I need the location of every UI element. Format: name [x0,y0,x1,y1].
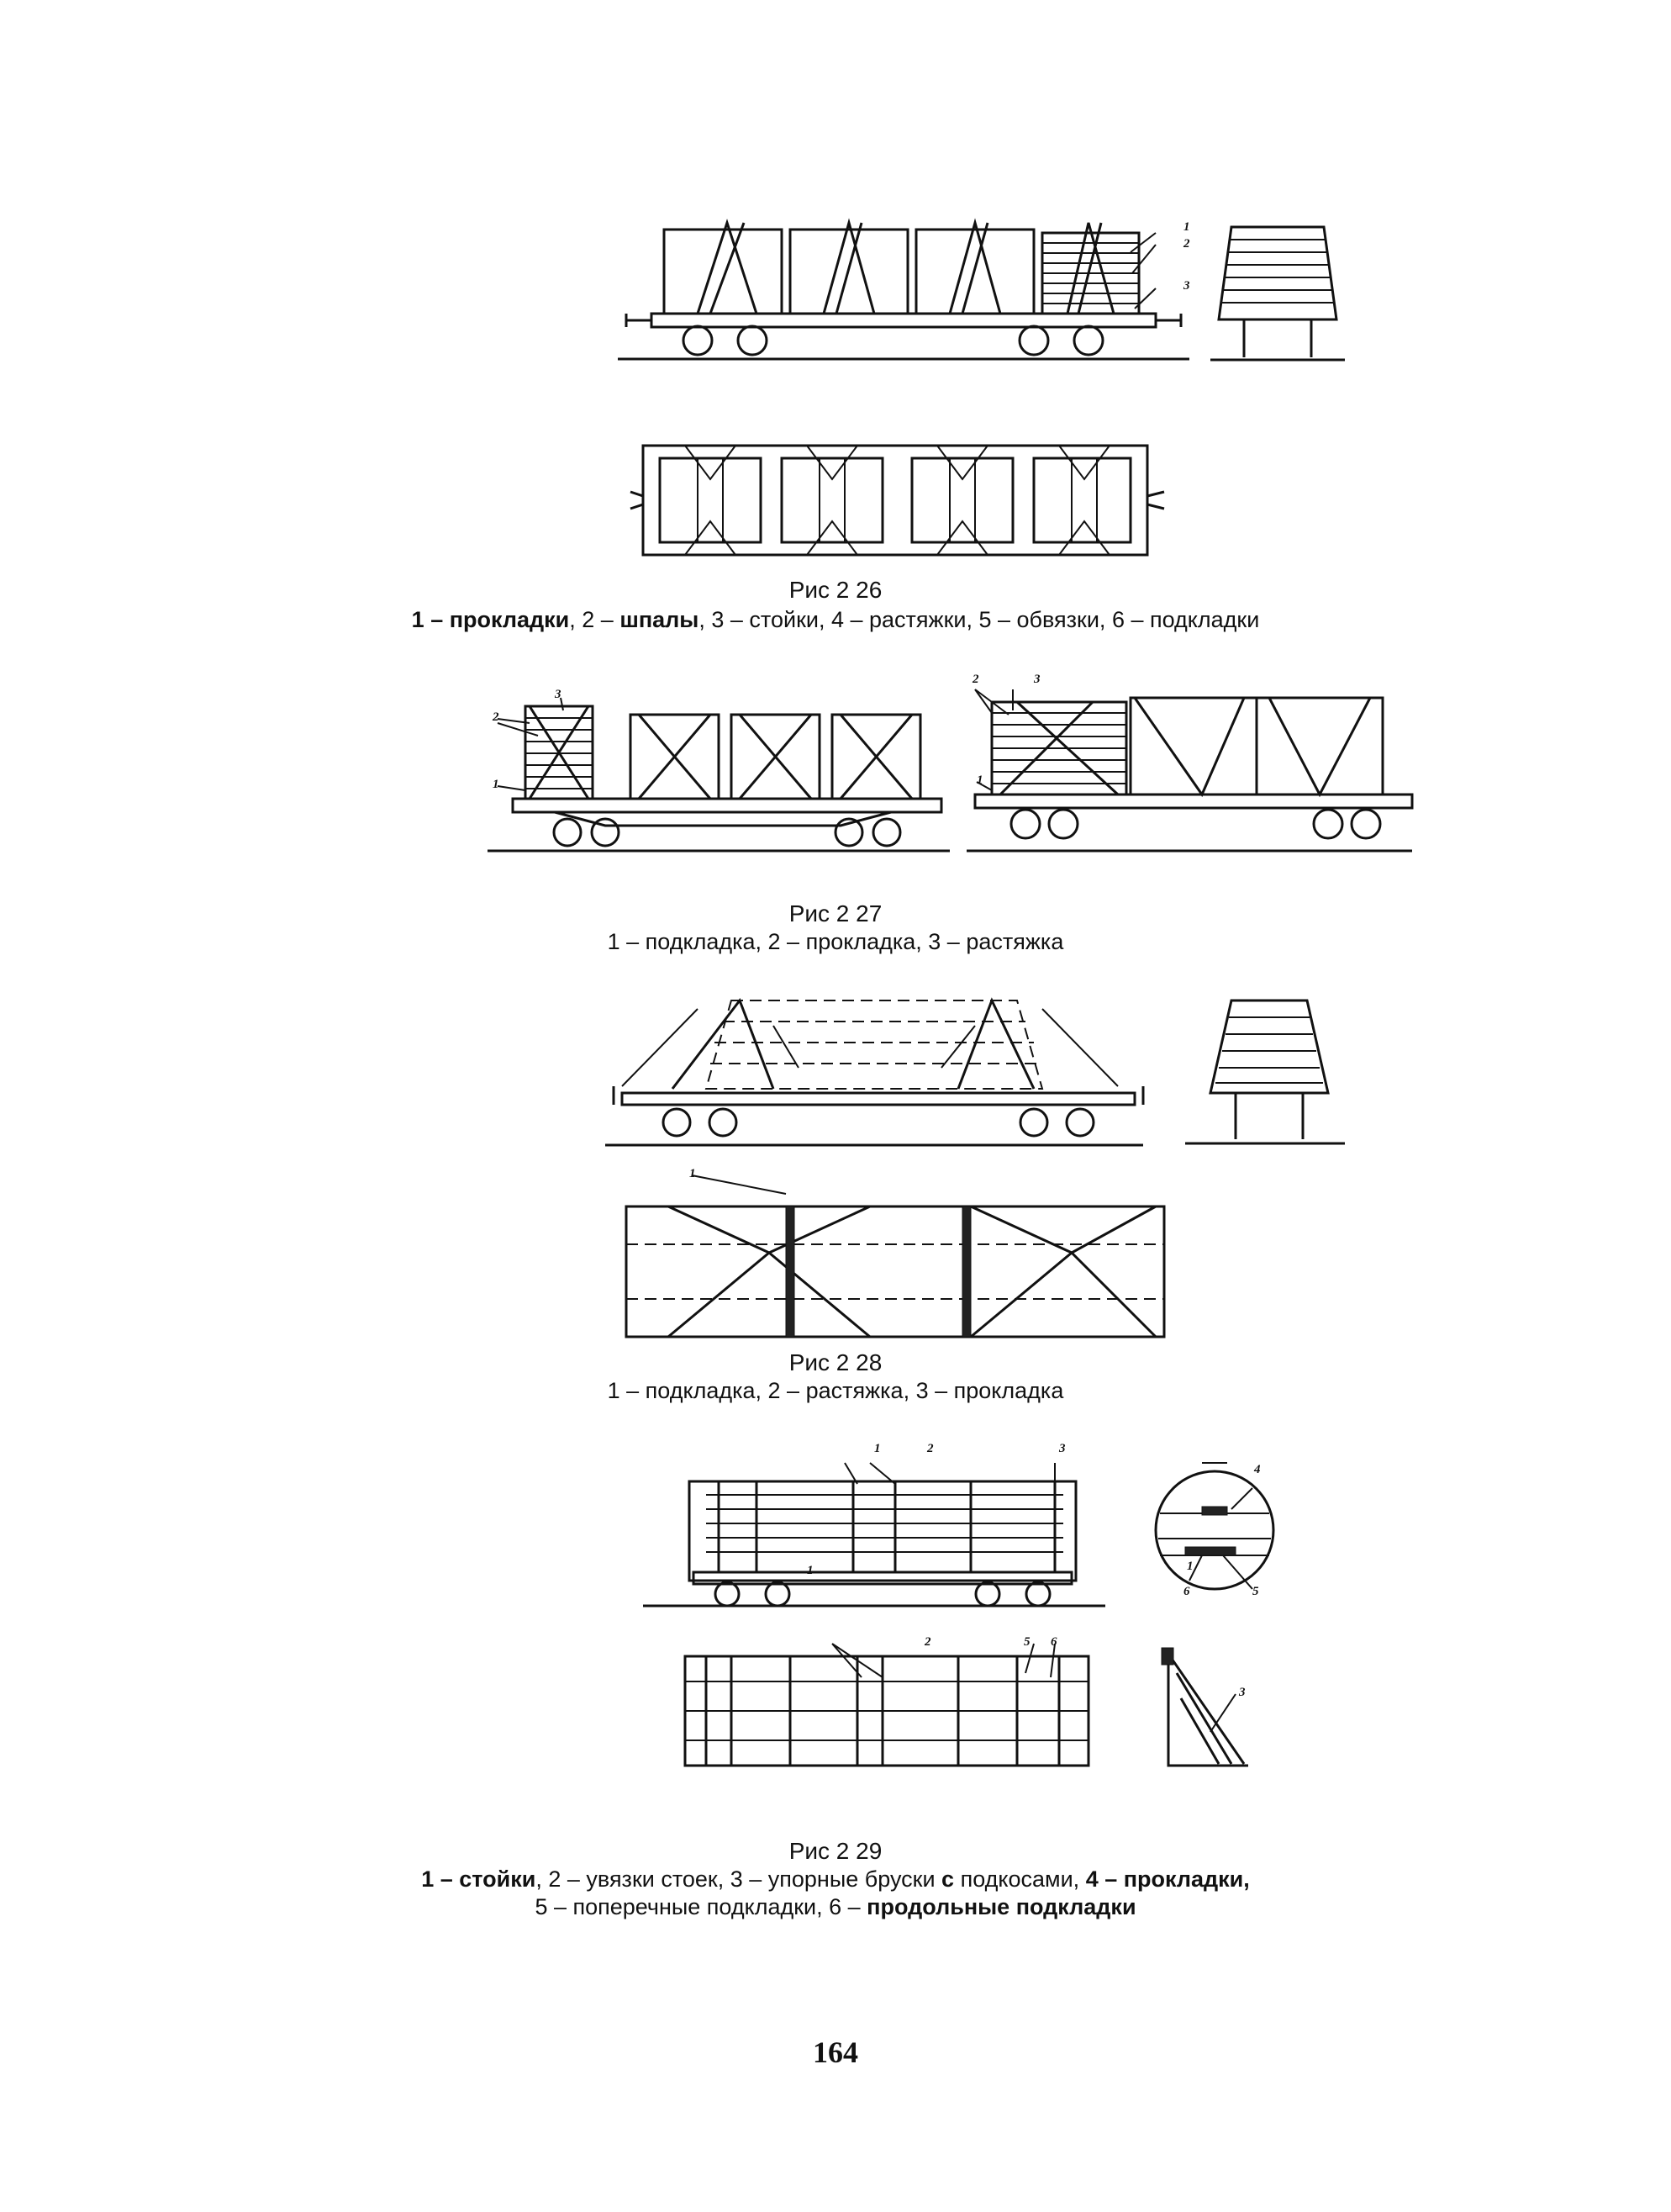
figure-2-29-plan-view [681,1639,1110,1774]
legend-text: 1 – [411,607,450,632]
figure-2-28-side-view [605,992,1152,1152]
legend-text: подкосами, [954,1866,1086,1892]
callout-label: 2 [927,1442,934,1455]
legend-text: 1 – [421,1866,460,1892]
figure-2-26-legend [0,606,1671,634]
callout-label: 3 [1059,1442,1066,1455]
figure-2-28-end-view [1185,992,1353,1152]
callout-label: 3 [1183,279,1190,293]
callout-label: 6 [1183,1585,1190,1598]
legend-line [0,1377,1671,1405]
figure-2-28-legend [0,1377,1671,1405]
figure-2-29-side-view [643,1446,1114,1614]
figure-2-28-title: Рис 2 28 [788,1349,883,1375]
legend-text: прокладки [449,607,570,632]
legend-text: продольные подкладки [867,1894,1136,1919]
callout-label: 1 [807,1564,814,1577]
figure-2-26-end-view [1210,219,1345,370]
callout-label: 3 [555,688,561,701]
legend-line [0,606,1671,634]
figure-2-26-plan-view [626,441,1181,559]
legend-line [0,928,1671,956]
callout-label: 5 [1024,1635,1031,1649]
callout-label: 1 [493,778,499,791]
legend-text: 1 – подкладка, 2 – прокладка, 3 – растяжка [607,929,1064,954]
callout-label: 1 [1187,1560,1194,1573]
legend-text: с [941,1866,955,1892]
callout-label: 5 [1252,1585,1259,1598]
callout-label: 1 [689,1167,696,1180]
legend-line [0,1893,1671,1921]
figure-2-26-side-view [618,214,1206,370]
figure-2-26-title: Рис 2 26 [788,577,883,603]
callout-label: 3 [1034,673,1041,686]
callout-label: 2 [493,710,499,724]
legend-text: стойки [459,1866,536,1892]
legend-line [0,1866,1671,1893]
callout-label: 1 [874,1442,881,1455]
legend-text: шпалы [619,607,699,632]
callout-label: 2 [1183,237,1190,251]
figure-2-27-right-wagon [967,673,1421,858]
legend-text: 4 – прокладки, [1085,1866,1250,1892]
legend-text: , 2 – увязки стоек, 3 – упорные бруски [535,1866,942,1892]
figure-2-28-plan-view [618,1160,1173,1345]
figure-2-29-legend [0,1866,1671,1921]
legend-text: 5 – поперечные подкладки, 6 – [535,1894,867,1919]
callout-label: 2 [973,673,979,686]
legend-text: , 3 – стойки, 4 – растяжки, 5 – обвязки, 6 – подкладки [698,607,1260,632]
figure-2-27-legend [0,928,1671,956]
callout-label: 1 [1183,220,1190,234]
figure-2-29-title: Рис 2 29 [788,1838,883,1864]
callout-label: 6 [1051,1635,1057,1649]
figure-2-27-title: Рис 2 27 [788,900,883,927]
page-number: 164 [813,2035,858,2069]
callout-label: 4 [1254,1463,1261,1476]
callout-label: 1 [977,773,983,787]
figure-2-29-detail-circle [1152,1446,1286,1614]
callout-label: 3 [1239,1686,1246,1699]
legend-text: , 2 – [569,607,620,632]
callout-label: 2 [925,1635,931,1649]
legend-text: 1 – подкладка, 2 – растяжка, 3 – прокладка [607,1378,1064,1403]
figure-2-29-brace-detail [1152,1639,1261,1774]
